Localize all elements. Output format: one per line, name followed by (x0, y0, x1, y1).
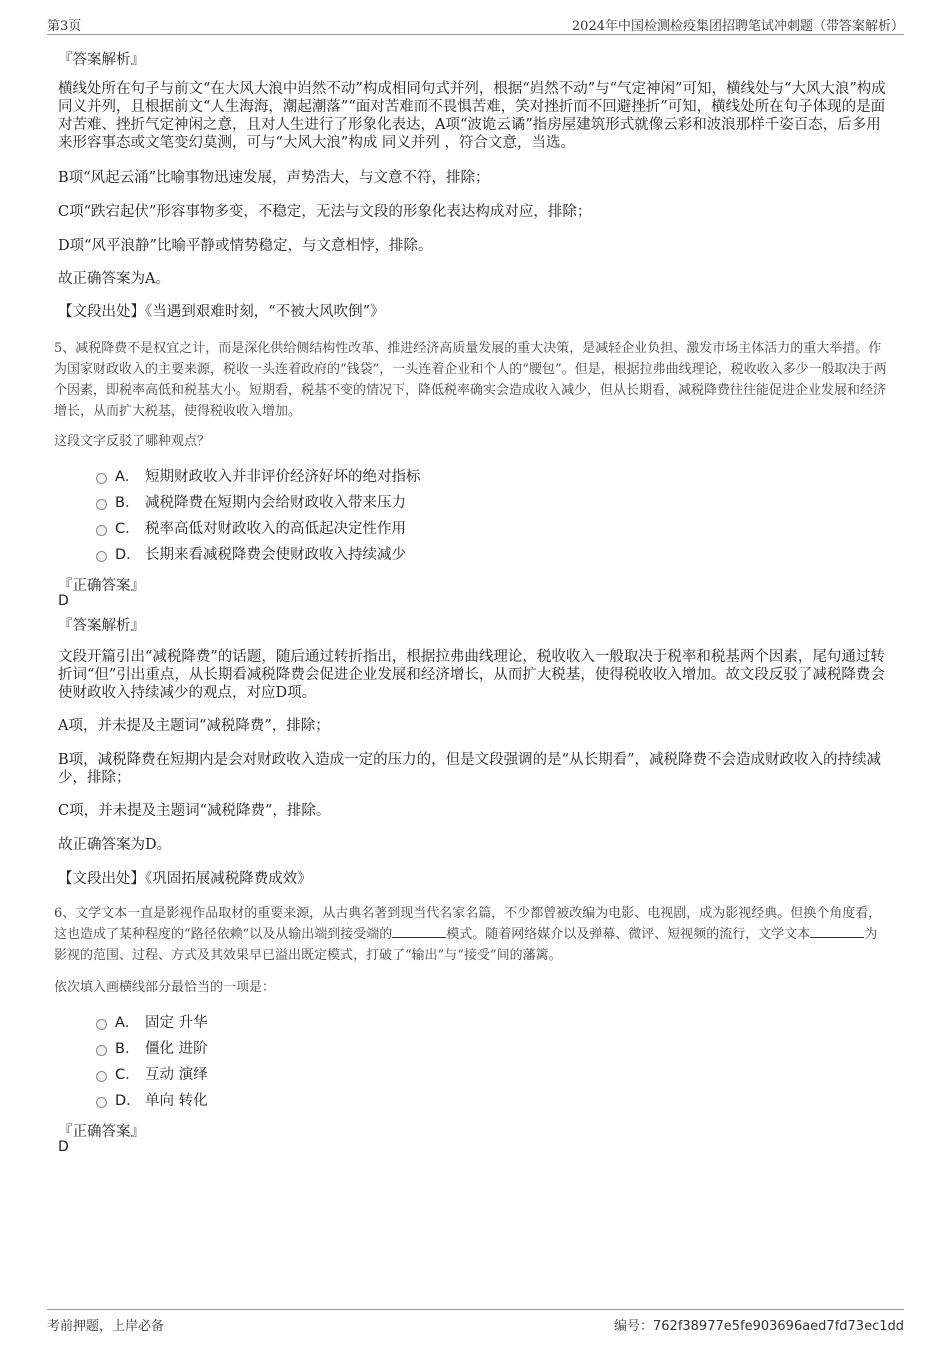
radio-icon[interactable] (96, 1097, 107, 1108)
analysis-option-b: B项“风起云涌”比喻事物迅速发展，声势浩大，与文意不符，排除； (58, 170, 490, 186)
source: 【文段出处】《当遇到艰难时刻，“不被大风吹倒”》 (58, 304, 385, 320)
answer-label: 『正确答案』 (58, 578, 145, 594)
answer-label: 『正确答案』 (58, 1124, 145, 1140)
q6-option-b[interactable]: B． 僵化 进阶 (96, 1039, 208, 1059)
analysis-option-b: B项，减税降费在短期内是会对财政收入造成一定的压力的，但是文段强调的是“从长期看”，减税降费不会造成财政收入的持续减少，排除； (58, 752, 881, 786)
radio-icon[interactable] (96, 525, 107, 536)
radio-icon[interactable] (96, 473, 107, 484)
radio-icon[interactable] (96, 551, 107, 562)
q5-option-d[interactable]: D． 长期来看减税降费会使财政收入持续减少 (96, 545, 406, 565)
answer-value: D (58, 593, 69, 609)
radio-icon[interactable] (96, 1045, 107, 1056)
document-id: 编号：762f38977e5fe903696aed7fd73ec1dd (614, 1319, 904, 1334)
analysis-text: 横线处所在句子与前文“在大风大浪中岿然不动”构成相同句式并列，根据“岿然不动”与“气定神闲”可知，横线处与“大风大浪”构成同义并列，且根据前文“人生海海，潮起潮落”“面对苦难而不畏惧苦难，笑对挫折而不回避挫折”可知，横线处所在句子体现的是面对苦难、挫折气定神闲之意，且对人生进行了形象化表达，A项“波诡云谲”指房屋建筑形式就像云彩和波浪那样千姿百态，后多用来形容事态或文笔变幻莫测，可与“大风大浪”构成 同义并列 ，符合文意，当选。 (58, 81, 886, 151)
source: 【文段出处】《巩固拓展减税降费成效》 (58, 871, 312, 887)
analysis-option-c: C项“跌宕起伏”形容事物多变，不稳定，无法与文段的形象化表达构成对应，排除； (58, 204, 592, 220)
q6-option-c[interactable]: C． 互动 演绎 (96, 1065, 208, 1085)
question-6-prompt: 依次填入画横线部分最恰当的一项是： (54, 980, 276, 995)
conclusion: 故正确答案为D。 (58, 837, 172, 853)
radio-icon[interactable] (96, 499, 107, 510)
analysis-option-c: C项，并未提及主题词“减税降费”，排除。 (58, 803, 331, 819)
footer-slogan: 考前押题，上岸必备 (47, 1319, 165, 1334)
document-title: 2024年中国检测检疫集团招聘笔试冲刺题（带答案解析） (571, 19, 904, 34)
fill-blank-2 (810, 925, 864, 938)
fill-blank-1 (392, 925, 446, 938)
page-footer (47, 1309, 904, 1334)
question-5-text: 5、减税降费不是权宜之计，而是深化供给侧结构性改革、推进经济高质量发展的重大决策，是减轻企业负担、激发市场主体活力的重大举措。作为国家财政收入的主要来源，税收一头连着政府的“钱袋”，一头连着企业和个人的“腰包”。但是，根据拉弗曲线理论，税收收入多少一般取决于两个因素，即税率高低和税基大小。短期看，税基不变的情况下，降低税率确实会造成收入减少，但从长期看，减税降费往往能促进企业发展和经济增长，从而扩大税基，使得税收收入增加。 (54, 341, 887, 419)
q5-option-c[interactable]: C． 税率高低对财政收入的高低起决定性作用 (96, 519, 406, 539)
question-6-text: 6、文学文本一直是影视作品取材的重要来源，从古典名著到现当代名家名篇，不少都曾被改编为电影、电视剧，成为影视经典。但换个角度看，这也造成了某种程度的“路径依赖”以及从输出端到接受端的 模式。随着网络媒介以及弹幕、微评、短视频的流行，文学文本 为影视的范围、过程、方式及其效果早已溢出既定模式，打破了“输出”与“接受”间的藩篱。 (54, 906, 882, 963)
answer-value: D (58, 1139, 69, 1155)
q5-option-a[interactable]: A． 短期财政收入并非评价经济好坏的绝对指标 (96, 467, 421, 487)
q5-option-b[interactable]: B． 减税降费在短期内会给财政收入带来压力 (96, 493, 406, 513)
q6-option-d[interactable]: D． 单向 转化 (96, 1091, 208, 1111)
q6-option-a[interactable]: A． 固定 升华 (96, 1013, 208, 1033)
question-5-prompt: 这段文字反驳了哪种观点？ (54, 434, 211, 449)
conclusion: 故正确答案为A。 (58, 271, 170, 287)
analysis-label: 『答案解析』 (58, 52, 145, 68)
radio-icon[interactable] (96, 1071, 107, 1082)
radio-icon[interactable] (96, 1019, 107, 1030)
analysis-option-a: A项，并未提及主题词“减税降费”，排除； (58, 718, 330, 734)
analysis-label: 『答案解析』 (58, 618, 145, 634)
page-number: 第3页 (47, 19, 82, 34)
analysis-option-d: D项“风平浪静”比喻平静或情势稳定，与文意相悖，排除。 (58, 238, 433, 254)
analysis-text: 文段开篇引出“减税降费”的话题，随后通过转折指出，根据拉弗曲线理论，税收收入一般取决于税率和税基两个因素，尾句通过转折词“但”引出重点，从长期看减税降费会促进企业发展和经济增长，从而扩大税基，使得税收收入增加。故文段反驳了减税降费会使财政收入持续减少的观点，对应D项。 (58, 649, 885, 701)
page-header (47, 14, 904, 35)
